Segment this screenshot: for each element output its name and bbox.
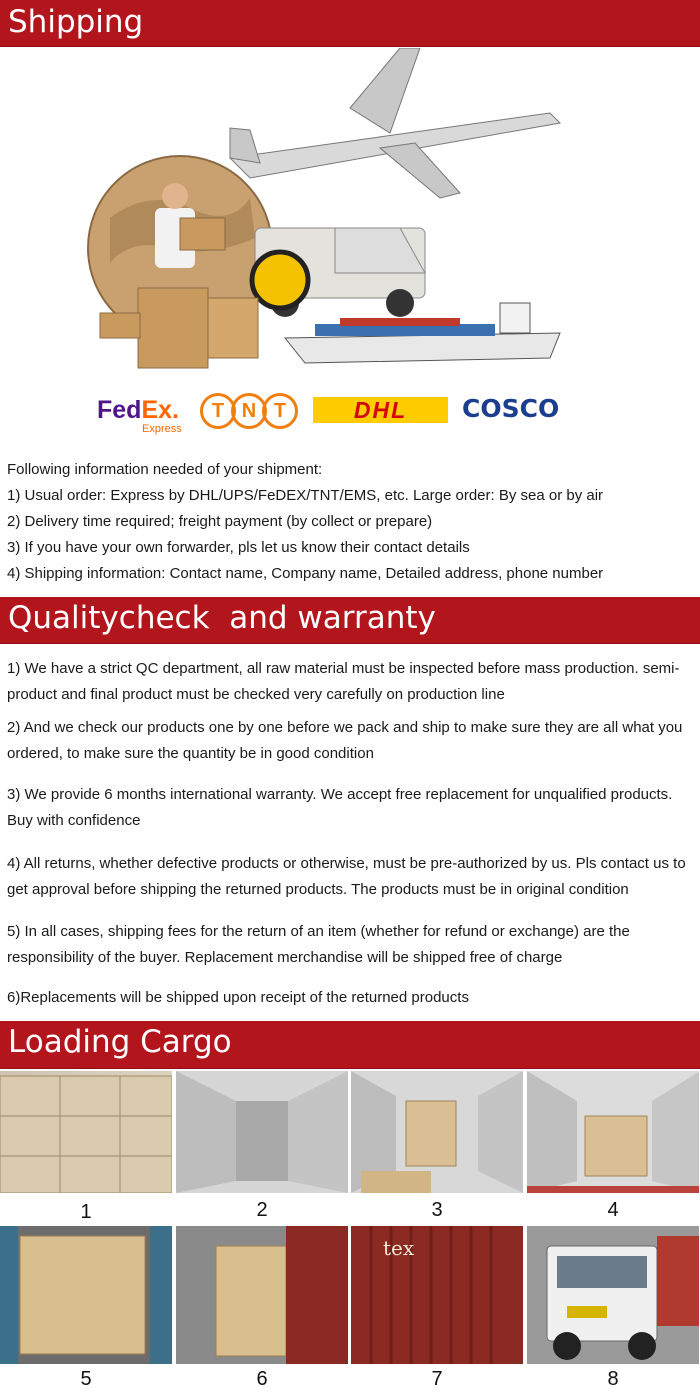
shipping-item: 3) If you have your own forwarder, pls let us know their contact details xyxy=(7,539,470,556)
quality-item: 5) In all cases, shipping fees for the return of an item (whether for refund or exchange) are the responsibility of the buyer. Replacement merchandise will be shipped free of charge xyxy=(7,923,630,966)
photo-number: 7 xyxy=(351,1366,523,1392)
cosco-logo: COSCO xyxy=(462,394,560,423)
fedex-logo: FedEx. xyxy=(97,396,179,424)
shipping-item: 1) Usual order: Express by DHL/UPS/FeDEX/TNT/EMS, etc. Large order: By sea or by air xyxy=(7,487,604,504)
quality-item: 4) All returns, whether defective products or otherwise, must be pre-authorized by us. Pls contact us to get approval before shipping the returned products. The products must be in original condition xyxy=(7,855,686,898)
cargo-photo xyxy=(0,1071,172,1193)
photo-number: 2 xyxy=(176,1197,348,1223)
cargo-ship-icon xyxy=(285,333,560,363)
photo-number: 5 xyxy=(0,1366,172,1392)
boxes-icon xyxy=(138,288,208,368)
shipping-item: 4) Shipping information: Contact name, Company name, Detailed address, phone number xyxy=(7,565,604,582)
photo-number: 8 xyxy=(527,1366,699,1392)
clock-icon xyxy=(252,252,308,308)
container-photo xyxy=(176,1226,348,1364)
quality-title: Qualitycheck and warranty xyxy=(8,600,436,636)
shipping-item: 2) Delivery time required; freight payment (by collect or prepare) xyxy=(7,513,433,530)
quality-item: 3) We provide 6 months international warranty. We accept free replacement for unqualified products. Buy with confidence xyxy=(7,786,673,829)
container-photo xyxy=(176,1071,348,1193)
photo-number: 1 xyxy=(0,1199,172,1225)
quality-item: 6)Replacements will be shipped upon receipt of the returned products xyxy=(7,989,469,1006)
photo-number: 6 xyxy=(176,1366,348,1392)
shipping-intro: Following information needed of your shipment: xyxy=(7,461,323,478)
shipping-title: Shipping xyxy=(8,4,144,40)
loading-title: Loading Cargo xyxy=(8,1024,232,1060)
container-photo xyxy=(351,1226,523,1364)
truck-brand-text: tex xyxy=(383,1236,415,1260)
shipping-illustration xyxy=(80,48,580,388)
fedex-express-label: Express xyxy=(142,423,182,435)
photo-number: 3 xyxy=(351,1197,523,1223)
truck-photo xyxy=(527,1226,699,1364)
container-photo xyxy=(527,1071,699,1193)
quality-item: 1) We have a strict QC department, all raw material must be inspected before mass production. semi-product and final product must be checked very carefully on production line xyxy=(7,660,680,703)
shipping-banner xyxy=(0,0,700,47)
tnt-logo: T N T xyxy=(200,393,300,431)
container-photo xyxy=(0,1226,172,1364)
dhl-logo: DHL xyxy=(313,397,448,423)
quality-item: 2) And we check our products one by one before we pack and ship to make sure they are all what you ordered, to make sure the quantity be in good condition xyxy=(7,719,683,762)
photo-number: 4 xyxy=(527,1197,699,1223)
container-photo xyxy=(351,1071,523,1193)
